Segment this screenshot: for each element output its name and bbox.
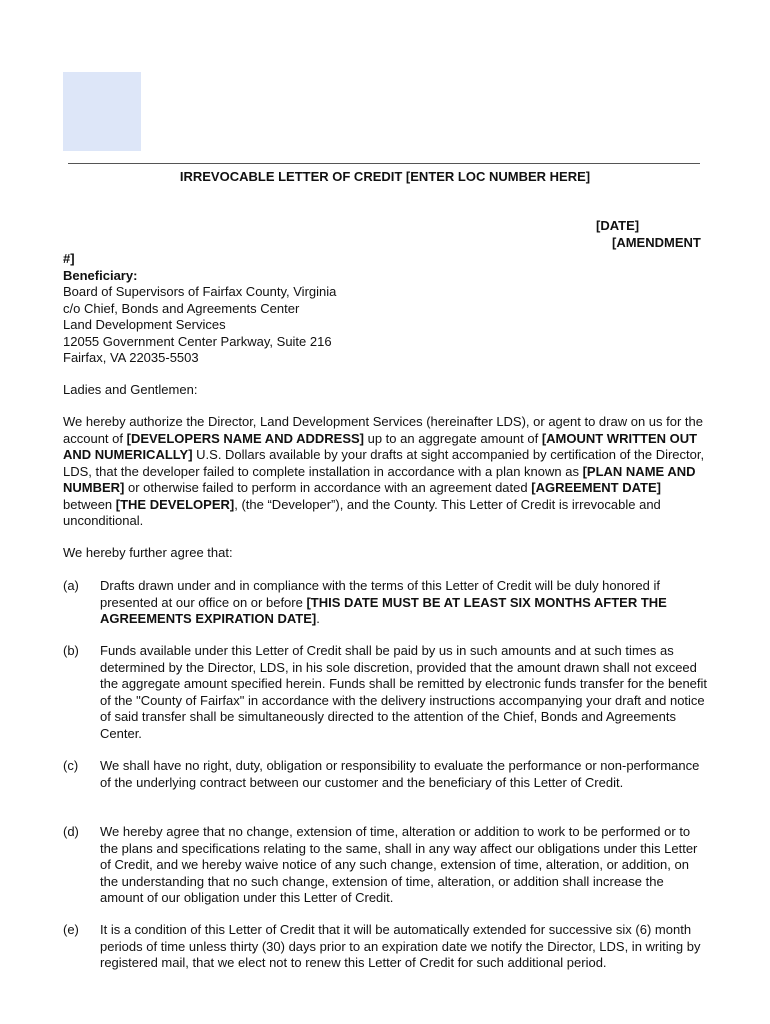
- clause-e: [63, 922, 709, 972]
- salutation: Ladies and Gentlemen:: [63, 382, 198, 397]
- clause-d: [63, 824, 709, 907]
- date-placeholder: [DATE]: [596, 218, 640, 233]
- clause-label: (d): [63, 824, 79, 839]
- header-divider: [68, 163, 700, 164]
- letterhead-logo-placeholder: [63, 72, 141, 151]
- clause-text: We hereby agree that no change, extension of time, alteration or addition to work to be performed or to the plans and specifications relating to the same, shall in any way affect our obligations under this Letter of Credit, and we hereby waive notice of any such change, extension of time, alteration, or addition, on the understanding that no such change, extension of time, alteration, or addition shall increase the amount of our obligation under this Letter of Credit.: [100, 824, 698, 905]
- clause-label: (a): [63, 578, 79, 593]
- amendment-number-end: #]: [63, 251, 75, 266]
- clause-text: Drafts drawn under and in compliance with the terms of this Letter of Credit will be duly honored if presented at our office on or before [THIS DATE MUST BE AT LEAST SIX MONTHS AFTER THE AGREEMENTS EXPIRATION DATE].: [100, 578, 667, 626]
- beneficiary-line: Land Development Services: [63, 317, 226, 332]
- beneficiary-label: Beneficiary:: [63, 267, 138, 283]
- clause-b: [63, 643, 709, 742]
- authorization-paragraph: We hereby authorize the Director, Land Development Services (hereinafter LDS), or agent to draw on us for the account of [DEVELOPERS NAME AND ADDRESS] up to an aggregate amount of [AMOUNT WRITTEN OUT AND NUMERICALLY] U.S. Dollars available by your drafts at sight accompanied by certification of the Director, LDS, that the developer failed to complete installation in accordance with a plan known as [PLAN NAME AND NUMBER] or otherwise failed to perform in accordance with an agreement dated [AGREEMENT DATE] between [THE DEVELOPER], (the “Developer”), and the County. This Letter of Credit is irrevocable and unconditional.: [63, 414, 705, 528]
- clause-text: We shall have no right, duty, obligation or responsibility to evaluate the performance or non-performance of the underlying contract between our customer and the beneficiary of this Letter of Credit.: [100, 758, 700, 790]
- beneficiary-line: c/o Chief, Bonds and Agreements Center: [63, 300, 300, 316]
- amendment-placeholder: [AMENDMENT: [612, 235, 701, 250]
- document-title: IRREVOCABLE LETTER OF CREDIT [ENTER LOC NUMBER HERE]: [179, 169, 591, 184]
- clause-text: Funds available under this Letter of Credit shall be paid by us in such amounts and at such times as determined by the Director, LDS, in his sole discretion, provided that the amount drawn shall not exceed the aggregate amount specified herein. Funds shall be remitted by electronic funds transfer for the benefit of the "County of Fairfax" in accordance with the delivery instructions accompanying your draft and notice of said transfer shall be simultaneously directed to the attention of the Chief, Bonds and Agreements Center.: [100, 643, 708, 741]
- further-agree-line: We hereby further agree that:: [63, 545, 233, 560]
- clause-a: [63, 578, 709, 628]
- clause-label: (c): [63, 758, 79, 773]
- beneficiary-line: 12055 Government Center Parkway, Suite 216: [63, 333, 332, 349]
- clause-c: [63, 758, 709, 791]
- clause-text: It is a condition of this Letter of Credit that it will be automatically extended for successive six (6) month periods of time unless thirty (30) days prior to an expiration date we notify the Director, LDS, in writing by registered mail, that we elect not to renew this Letter of Credit for such additional period.: [100, 922, 701, 970]
- beneficiary-line: Fairfax, VA 22035-5503: [63, 350, 199, 365]
- beneficiary-line: Board of Supervisors of Fairfax County, Virginia: [63, 284, 337, 299]
- beneficiary-section: [63, 251, 336, 367]
- clause-label: (e): [63, 922, 79, 937]
- clause-label: (b): [63, 643, 79, 658]
